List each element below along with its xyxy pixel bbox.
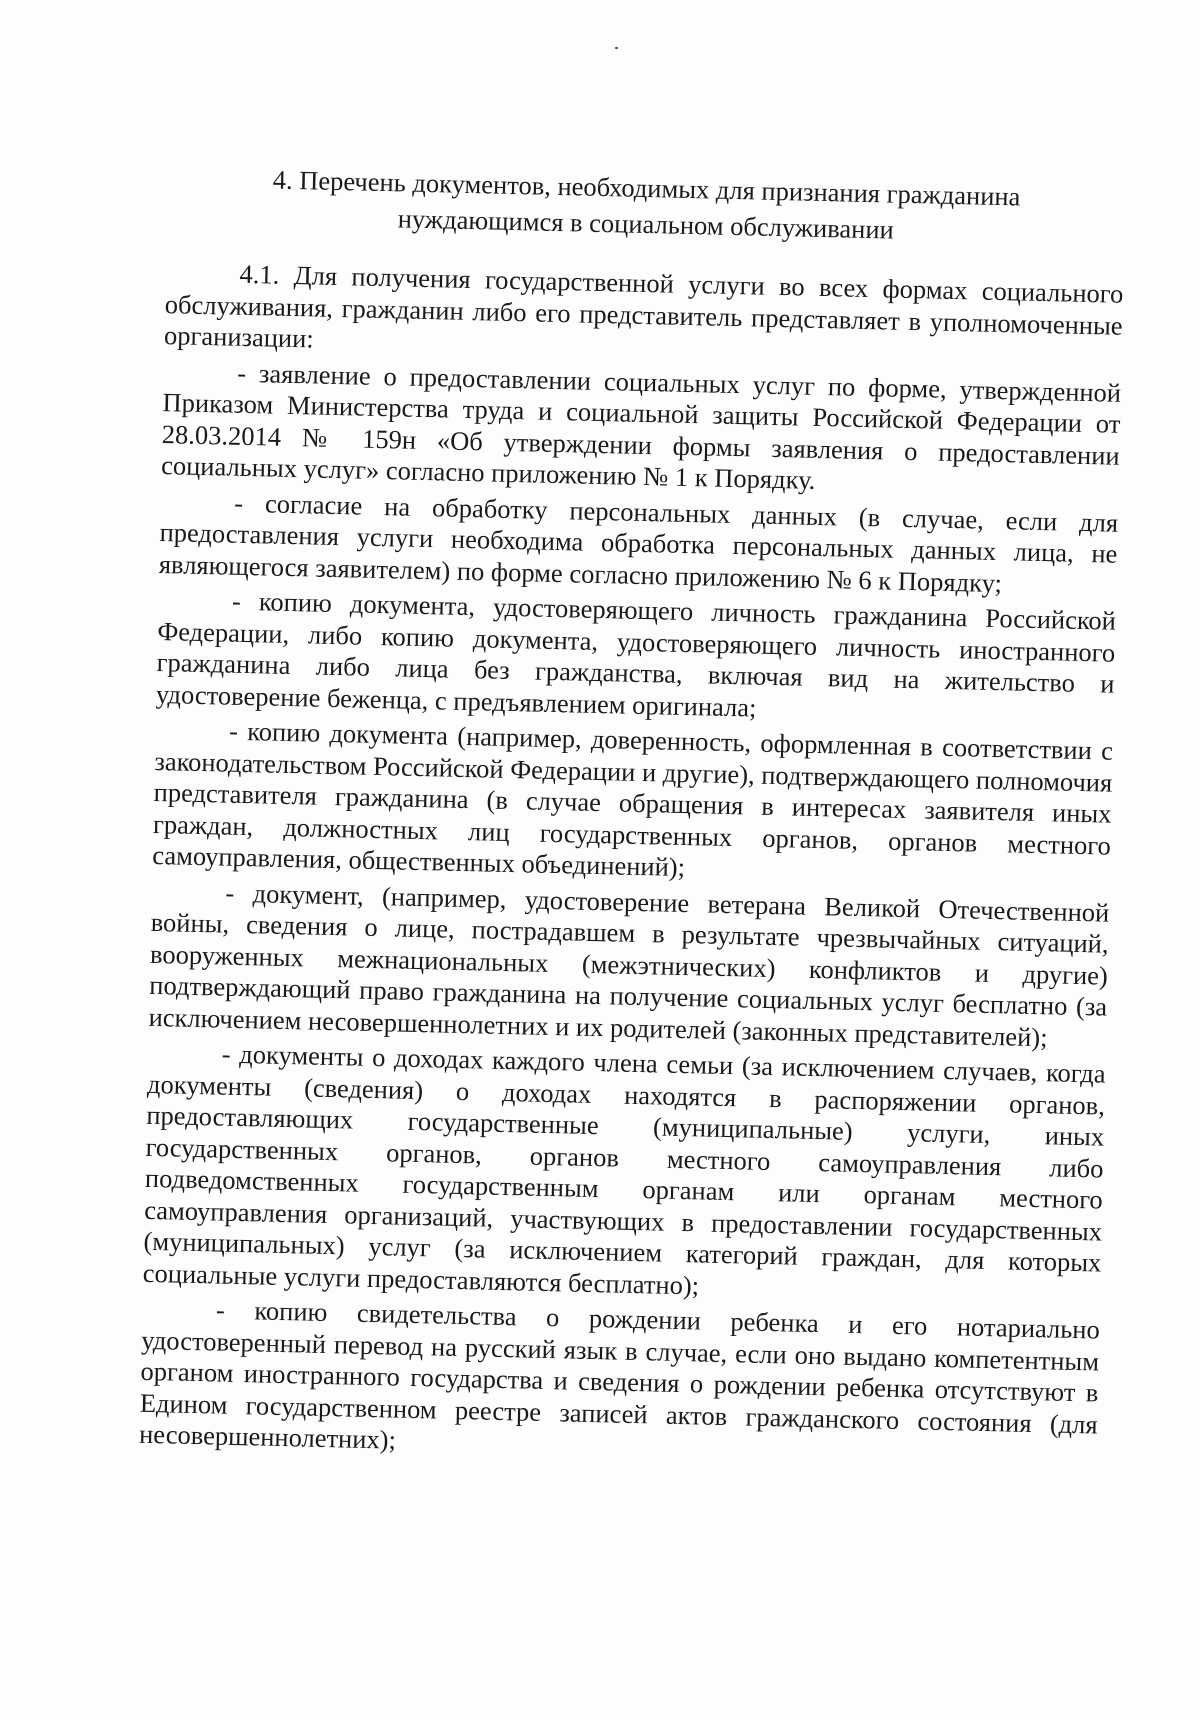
list-item-authority-document: - копию документа (например, доверенность, оформленная в соответствии с законодательством Российской Федерации и другие), подтверждающего полномочия представителя гражданина (в случае обращения в интересах заявителя иных граждан, должностных лиц государственных органов, органов местного самоуправления, общественных объединений); [151, 715, 1114, 883]
document-body [139, 159, 1126, 1472]
heading-line-2: нуждающимся в социальном обслуживании [397, 203, 895, 245]
list-item-income-documents: - документы о доходах каждого члена семьи (за исключением случаев, когда документы (сведения) о доходах находятся в распоряжении органов, предоставляющих государственные (муниципальные) услуги, иных государственных органов, органов местного самоуправления либо подведомственных государственным органам или органам местного самоуправления организаций, участвующих в предоставлении государственных (муниципальных) услуг (за исключением категорий граждан, для которых социальные услуги предоставляются бесплатно); [142, 1038, 1106, 1300]
list-item-application: - заявление о предоставлении социальных услуг по форме, утвержденной Приказом Министерства труда и социальной защиты Российской Федерации от 28.03.2014 № 159н «Об утверждении формы заявления о предоставлении социальных услуг» согласно приложению № 1 к Порядку. [160, 357, 1122, 495]
list-item-identity-copy: - копию документа, удостоверяющего личность гражданина Российской Федерации, либо копию документа, удостоверяющего личность иностранного гражданина либо лица без гражданства, включая вид на жительство и удостоверение беженца, с предъявлением оригинала; [155, 585, 1117, 723]
heading-line-1: 4. Перечень документов, необходимых для признания гражданина [272, 164, 1021, 212]
list-item-free-service-right: - документ, (например, удостоверение ветерана Великой Отечественной войны, сведения о лице, пострадавшем в результате чрезвычайных ситуаций, вооруженных межнациональных (межэтнических) конфликтов и другие) подтверждающий право гражданина на получение социальных услуг бесплатно (за исключением несовершеннолетних и их родителей (законных представителей); [148, 877, 1110, 1052]
paragraph-intro: 4.1. Для получения государственной услуги во всех формах социального обслуживания, гражданин либо его представитель представляет в уполномоченные организации: [163, 258, 1124, 354]
scan-speck [615, 47, 618, 49]
list-item-consent: - согласие на обработку персональных данных (в случае, если для предоставления услуги необходима обработка персональных данных лица, не являющегося заявителем) по форме согласно приложению № 6 к Порядку; [158, 487, 1119, 598]
section-heading [166, 159, 1125, 253]
list-item-birth-certificate: - копию свидетельства о рождении ребенка и его нотариально удостоверенный перевод на русский язык в случае, если оно выдано компетентным органом иностранного государства и сведения о рождении ребенка отсутствуют в Едином государственном реестре записей актов гражданского состояния (для несовершеннолетних); [138, 1294, 1101, 1455]
